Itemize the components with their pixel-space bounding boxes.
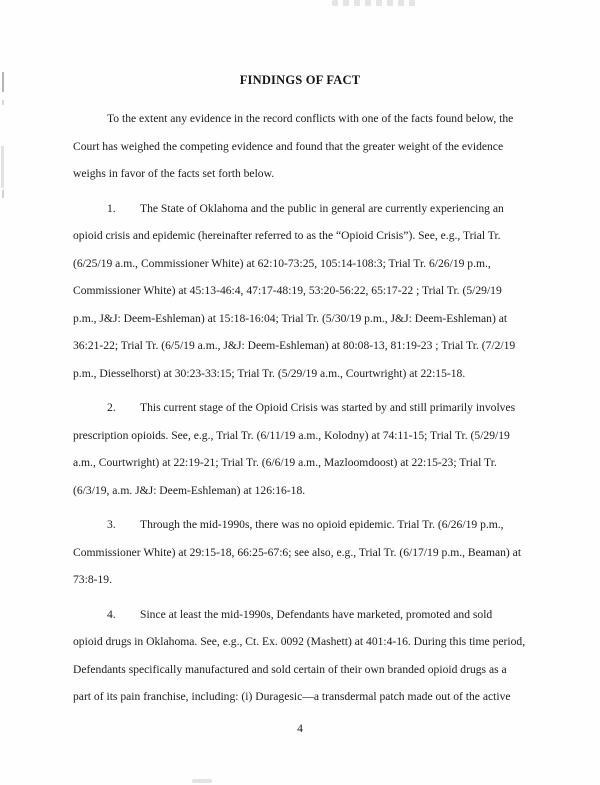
body-line: Court has weighed the competing evidence and found that the greater weight of the evidence (73, 139, 504, 153)
body-line: To the extent any evidence in the record conflicts with one of the facts found below, the (107, 112, 514, 125)
body-line: 73:8-19. (73, 573, 112, 586)
numbered-paragraph-4 (73, 601, 543, 711)
intro-paragraph (73, 105, 543, 188)
page-number: 4 (297, 722, 303, 735)
body-line: 36:21-22; Trial Tr. (6/5/19 a.m., J&J: Deem-Eshleman) at 80:08-13, 81:19-23 ; Trial Tr. (7/2/19 (73, 339, 516, 352)
body-line: prescription opioids. See, e.g., Trial Tr. (6/11/19 a.m., Kolodny) at 74:11-15; Trial Tr. (5/29/19 (73, 428, 510, 442)
paragraph-number: 4. (107, 607, 116, 621)
body-line: Commissioner White) at 45:13-46:4, 47:17-48:19, 53:20-56:22, 65:17-22 ; Trial Tr. (5/29/19 (73, 284, 502, 297)
body-line: weighs in favor of the facts set forth below. (73, 167, 275, 180)
body-line-text: Through the mid-1990s, there was no opioid epidemic. Trial Tr. (6/26/19 p.m., (140, 518, 504, 531)
numbered-paragraph-1 (73, 195, 543, 388)
body-line: a.m., Courtwright) at 22:19-21; Trial Tr. (6/6/19 a.m., Mazloomdoost) at 22:15-23; Trial Tr. (73, 456, 497, 469)
body-line: (6/3/19, a.m. J&J: Deem-Eshleman) at 126:16-18. (73, 483, 306, 497)
body-line: p.m., Diesselhorst) at 30:23-33:15; Trial Tr. (5/29/19 a.m., Courtwright) at 22:15-18. (73, 366, 466, 380)
body-line (73, 394, 543, 422)
body-line (73, 511, 543, 539)
body-line-text: The State of Oklahoma and the public in general are currently experiencing an (140, 201, 504, 215)
body-line (73, 195, 543, 223)
document-body (73, 105, 543, 711)
body-line-text: This current stage of the Opioid Crisis was started by and still primarily involves (140, 401, 516, 414)
scan-smudge-bottom (192, 779, 212, 783)
body-line (73, 601, 543, 629)
numbered-paragraph-2 (73, 394, 543, 504)
scan-mark-left-edge (2, 100, 4, 105)
paragraph-number: 2. (107, 401, 116, 414)
body-line: Commissioner White) at 29:15-18, 66:25-67:6; see also, e.g., Trial Tr. (6/17/19 p.m., Beaman) at (73, 545, 522, 559)
body-line: Defendants specifically manufactured and sold certain of their own branded opioid drugs as a (73, 662, 507, 676)
body-line: (6/25/19 a.m., Commissioner White) at 62:10-73:25, 105:14-108:3; Trial Tr. 6/26/19 p.m., (73, 256, 491, 270)
section-heading: FINDINGS OF FACT (239, 73, 361, 87)
scan-smudge-top-right (332, 0, 418, 6)
body-line: opioid crisis and epidemic (hereinafter referred to as the “Opioid Crisis”). See, e.g., Trial Tr. (73, 229, 501, 242)
paragraph-number: 1. (107, 201, 116, 215)
scan-mark-left-edge (1, 146, 4, 188)
numbered-paragraph-3 (73, 511, 543, 594)
paragraph-number: 3. (107, 518, 116, 531)
body-line: part of its pain franchise, including: (i) Duragesic—a transdermal patch made out of the active (73, 690, 511, 703)
scan-mark-left-edge (2, 190, 4, 198)
body-line-text: Since at least the mid-1990s, Defendants have marketed, promoted and sold (140, 607, 493, 621)
body-line: opioid drugs in Oklahoma. See, e.g., Ct. Ex. 0092 (Mashett) at 401:4-16. During this time period, (73, 635, 526, 648)
body-line: p.m., J&J: Deem-Eshleman) at 15:18-16:04; Trial Tr. (5/30/19 p.m., J&J: Deem-Eshleman) at (73, 311, 508, 325)
